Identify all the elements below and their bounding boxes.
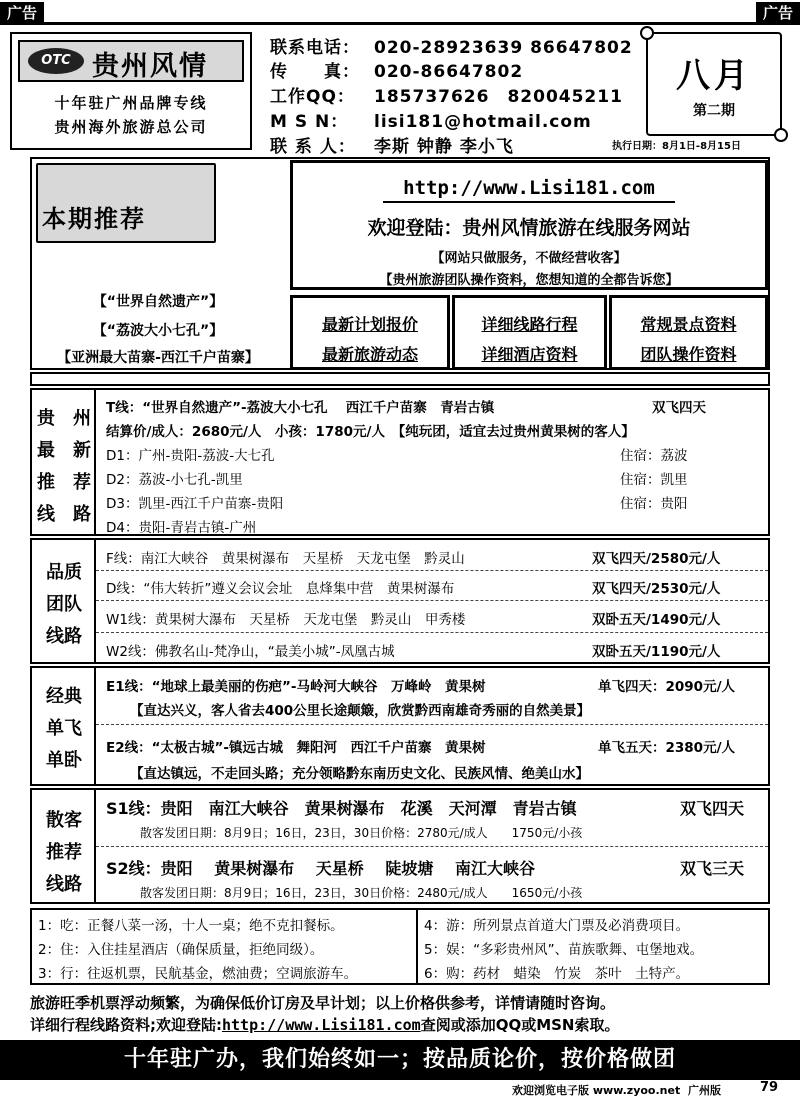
route-row: E2线：“太极古城”-镇远古城 舞阳河 西江千户苗寨 黄果树 [106,740,486,756]
route-days: 双飞三天 [680,859,745,878]
link-group-3 [609,295,768,370]
route-row: D线：“伟大转折”遵义会议会址 息烽集中营 黄果树瀑布 [106,581,455,597]
route-row: W1线：黄果树大瀑布 天星桥 天龙屯堡 黔灵山 甲秀楼 [106,612,466,628]
welcome-text: 欢迎登陆：贵州风情旅游在线服务网站 [367,217,691,239]
logo-block [10,32,252,150]
contact-qq: 工作QQ： 185737626 820045211 [270,87,623,107]
section-label: 散客 推荐 线路 [32,790,96,902]
link-group-2 [452,295,607,370]
logo-subtitle-2: 贵州海外旅游总公司 [54,118,208,136]
link-latest-news[interactable]: 最新旅游动态 [321,345,418,364]
itinerary-stay: 住宿：贵阳 [620,496,688,512]
logo-subtitle-1: 十年驻广州品牌专线 [54,94,208,112]
classic-routes-section [30,666,770,786]
route-row: S1线：贵阳 南江大峡谷 黄果树瀑布 花溪 天河潭 青岩古镇 [106,799,577,818]
row-separator [96,570,768,571]
service-item: 2：住：入住挂星酒店（确保质量，拒绝同级）。 [38,942,324,958]
route-price: 双卧五天/1490元/人 [592,612,721,628]
link-route-details[interactable]: 详细线路行程 [481,315,578,334]
route-note: 【直达镇远，不走回头路；充分领略黔东南历史文化、民族风情、绝美山水】 [130,766,589,782]
footer-url[interactable]: http://www.Lisi181.com [222,1016,421,1034]
itinerary-day: D4：贵阳-青岩古镇-广州 [106,520,257,536]
recommend-item: 【“荔波大小七孔”】 [92,323,224,339]
recommend-item: 【“世界自然遗产”】 [92,294,224,310]
site-note: 欢迎浏览电子版 www.zyoo.net [512,1084,681,1097]
contact-msn: M S N： lisi181@hotmail.com [270,112,592,132]
otc-logo-icon: OTC [28,48,84,74]
row-separator [96,632,768,633]
ad-tag-right: 广告 [756,2,800,24]
service-item: 4：游：所列景点首道大门票及必消费项目。 [424,918,690,934]
individual-routes-section [30,788,770,904]
link-latest-prices[interactable]: 最新计划报价 [321,315,418,334]
route-price: 双卧五天/1190元/人 [592,644,721,660]
itinerary-day: D2：荔波-小七孔-凯里 [106,472,243,488]
contact-persons: 联 系 人： 李斯 钟静 李小飞 [270,137,514,157]
site-note-2: 【贵州旅游团队操作资料，您想知道的全都告诉您】 [379,273,679,288]
contact-phone: 联系电话： 020-28923639 86647802 [270,38,633,58]
exec-date: 执行日期：8月1日-8月15日 [612,141,741,152]
services-block [30,908,770,985]
url-underline [383,201,675,203]
link-group-1 [290,295,450,370]
services-divider [416,910,418,983]
itinerary-day: D3：凯里-西江千户苗寨-贵阳 [106,496,284,512]
route-row: S2线：贵阳 黄果树瀑布 天星桥 陡坡塘 南江大峡谷 [106,859,535,878]
scroll-curl-icon [774,128,788,142]
row-separator [96,846,768,847]
section-label: 经典 单飞 单卧 [32,668,96,784]
row-separator [96,600,768,601]
link-team-ops[interactable]: 团队操作资料 [640,345,737,364]
route-note: 【直达兴义，客人省去400公里长途颠簸，欣赏黔西南雄奇秀丽的自然美景】 [130,703,591,719]
itinerary-day: D1：广州-贵阳-荔波-大七孔 [106,448,275,464]
scroll-curl-icon [640,26,654,40]
t-line-price: 结算价/成人：2680元/人 小孩：1780元/人 【纯玩团，适宜去过贵州黄果树的客人】 [106,424,635,440]
contact-fax: 传 真： 020-86647802 [270,62,524,82]
website-panel [290,160,768,290]
logo-banner [18,40,244,82]
route-price: 单飞五天：2380元/人 [598,740,736,756]
section-label: 贵 州 最 新 推 荐 线 路 [32,390,96,534]
site-note-1: 【网站只做服务，不做经营收客】 [431,251,627,266]
recommend-item: 【亚洲最大苗寨-西江千户苗寨】 [57,350,259,366]
divider-bar [30,372,770,386]
service-item: 3：行：往返机票，民航基金，燃油费；空调旅游车。 [38,966,358,982]
service-item: 5：娱：“多彩贵州风”、苗族歌舞、屯堡地戏。 [424,942,704,958]
t-line-days: 双飞四天 [652,400,706,416]
month-scroll [646,32,782,136]
recommend-title: 本期推荐 [42,205,146,233]
departure-note: 散客发团日期：8月9日；16日，23日，30日价格：2480元/成人 1650元/小孩 [140,886,583,900]
month-title: 八月 [676,56,752,96]
link-hotel-details[interactable]: 详细酒店资料 [481,345,578,364]
website-url[interactable]: http://www.Lisi181.com [403,177,655,199]
itinerary-stay: 住宿：荔波 [620,448,688,464]
service-item: 6：购：药材 蜡染 竹炭 茶叶 土特产。 [424,966,690,982]
route-row: E1线：“地球上最美丽的伤疤”-马岭河大峡谷 万峰岭 黄果树 [106,679,486,695]
quality-routes-section [30,538,770,664]
route-price: 单飞四天：2090元/人 [598,679,736,695]
link-scenic-info[interactable]: 常规景点资料 [640,315,737,334]
t-line-route: T线：“世界自然遗产”-荔波大小七孔 西江千户苗寨 青岩古镇 [106,400,495,416]
logo-title: 贵州风情 [92,51,208,82]
departure-note: 散客发团日期：8月9日；16日，23日，30日价格：2780元/成人 1750元/小孩 [140,826,583,840]
itinerary-stay: 住宿：凯里 [620,472,688,488]
row-separator [96,724,768,725]
top-rule [0,22,800,25]
route-days: 双飞四天 [680,799,745,818]
recommend-panel [30,157,286,370]
ad-tag-left: 广告 [0,2,44,24]
footer-contact: 详细行程线路资料;欢迎登陆:http://www.Lisi181.com查阅或添加QQ或MSN索取。 [30,1016,620,1034]
route-row: W2线：佛教名山-梵净山，“最美小城”-凤凰古城 [106,644,395,660]
route-price: 双飞四天/2580元/人 [592,551,721,567]
latest-routes-section [30,388,770,536]
slogan-bar: 十年驻广办，我们始终如一；按品质论价，按价格做团 [0,1040,800,1080]
service-item: 1：吃：正餐八菜一汤，十人一桌；绝不克扣餐标。 [38,918,344,934]
edition-label: 广州版 [688,1084,721,1097]
section-label: 品质 团队 线路 [32,540,96,662]
footer-notice: 旅游旺季机票浮动频繁，为确保低价订房及早计划；以上价格供参考，详情请随时咨询。 [30,994,616,1012]
route-row: F线：南江大峡谷 黄果树瀑布 天星桥 天龙屯堡 黔灵山 [106,551,465,567]
page-number: 79 [760,1080,779,1095]
route-price: 双飞四天/2530元/人 [592,581,721,597]
issue-number: 第二期 [693,103,735,119]
